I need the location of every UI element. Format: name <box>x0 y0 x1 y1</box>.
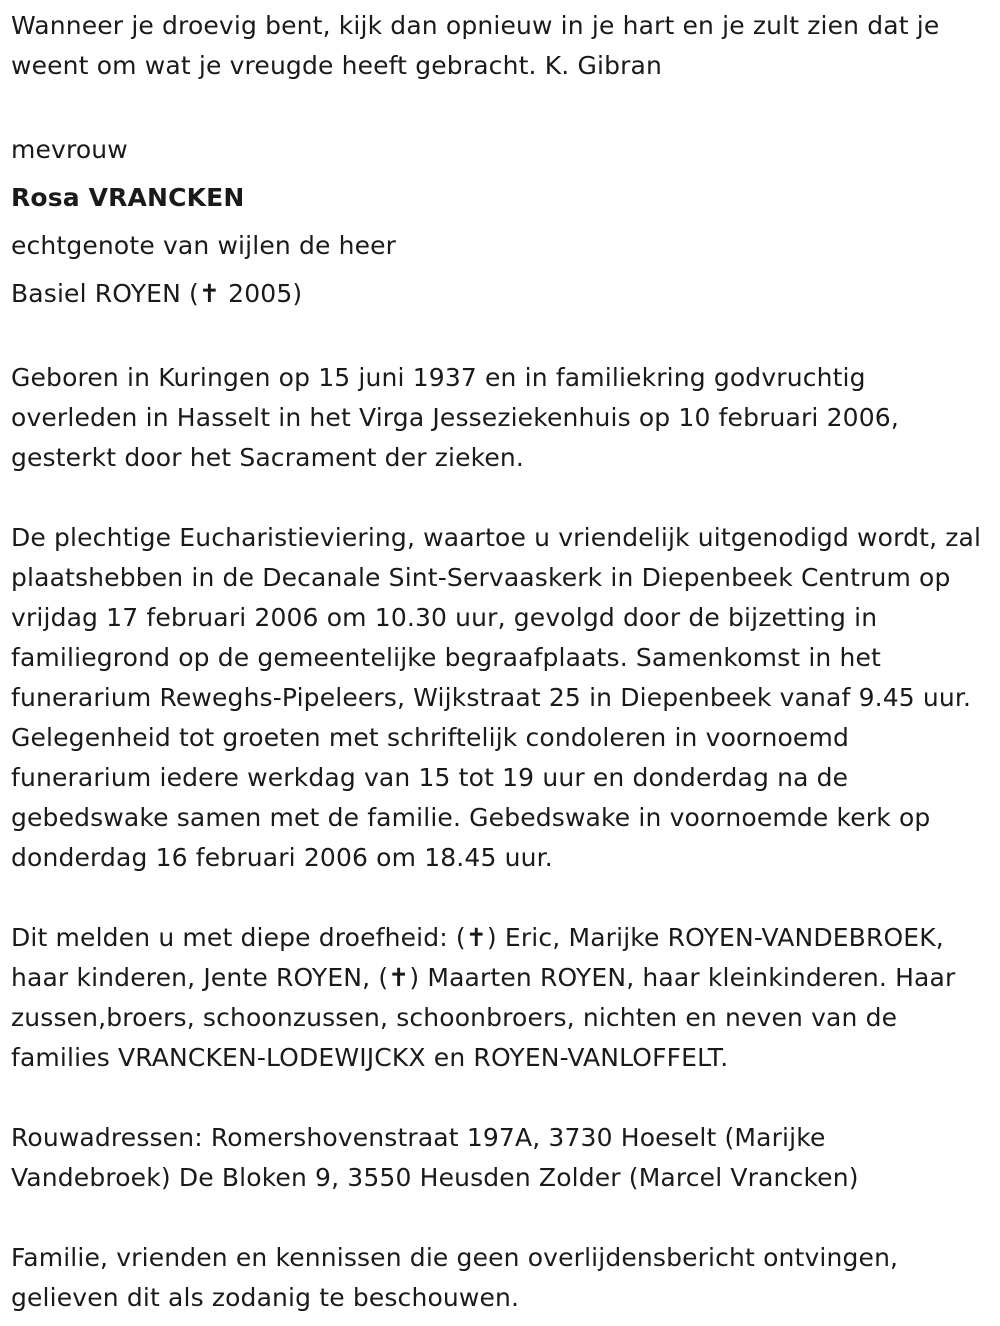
closing-paragraph: Familie, vrienden en kennissen die geen overlijdensbericht ontvingen, gelieven dit als zodanig te beschouwen. <box>11 1243 899 1312</box>
obituary-notice <box>11 0 993 1318</box>
family-paragraph: Dit melden u met diepe droefheid: (✝) Eric, Marijke ROYEN-VANDEBROEK, haar kinderen, Jente ROYEN, (✝) Maarten ROYEN, haar kleinkinderen. Haar zussen,broers, schoonzussen, schoonbroers, nichten en neven van de families VRANCKEN-LODEWIJCKX en ROYEN-VANLOFFELT. <box>11 923 956 1072</box>
birth-death-paragraph: Geboren in Kuringen op 15 juni 1937 en in familiekring godvruchtig overleden in Hasselt in het Virga Jesseziekenhuis op 10 februari 2006, gesterkt door het Sacrament der zieken. <box>11 363 899 472</box>
spacer <box>11 86 993 126</box>
name-block <box>11 126 993 318</box>
spouse-name: Basiel ROYEN (✝ 2005) <box>11 279 303 308</box>
deceased-name: Rosa VRANCKEN <box>11 183 245 212</box>
spouse-relation: echtgenote van wijlen de heer <box>11 231 397 260</box>
spacer <box>11 1198 993 1238</box>
spacer <box>11 1078 993 1118</box>
addresses-paragraph: Rouwadressen: Romershovenstraat 197A, 3730 Hoeselt (Marijke Vandebroek) De Bloken 9, 3550 Heusden Zolder (Marcel Vrancken) <box>11 1123 859 1192</box>
salutation: mevrouw <box>11 135 128 164</box>
spacer <box>11 318 993 358</box>
spacer <box>11 878 993 918</box>
quote-paragraph: Wanneer je droevig bent, kijk dan opnieuw in je hart en je zult zien dat je weent om wat je vreugde heeft gebracht. K. Gibran <box>11 11 940 80</box>
spacer <box>11 478 993 518</box>
ceremony-paragraph: De plechtige Eucharistieviering, waartoe u vriendelijk uitgenodigd wordt, zal plaatshebben in de Decanale Sint-Servaaskerk in Diepenbeek Centrum op vrijdag 17 februari 2006 om 10.30 uur, gevolgd door de bijzetting in familiegrond op de gemeentelijke begraafplaats. Samenkomst in het funerarium Reweghs-Pipeleers, Wijkstraat 25 in Diepenbeek vanaf 9.45 uur. Gelegenheid tot groeten met schriftelijk condoleren in voornoemd funerarium iedere werkdag van 15 tot 19 uur en donderdag na de gebedswake samen met de familie. Gebedswake in voornoemde kerk op donderdag 16 februari 2006 om 18.45 uur. <box>11 523 982 872</box>
